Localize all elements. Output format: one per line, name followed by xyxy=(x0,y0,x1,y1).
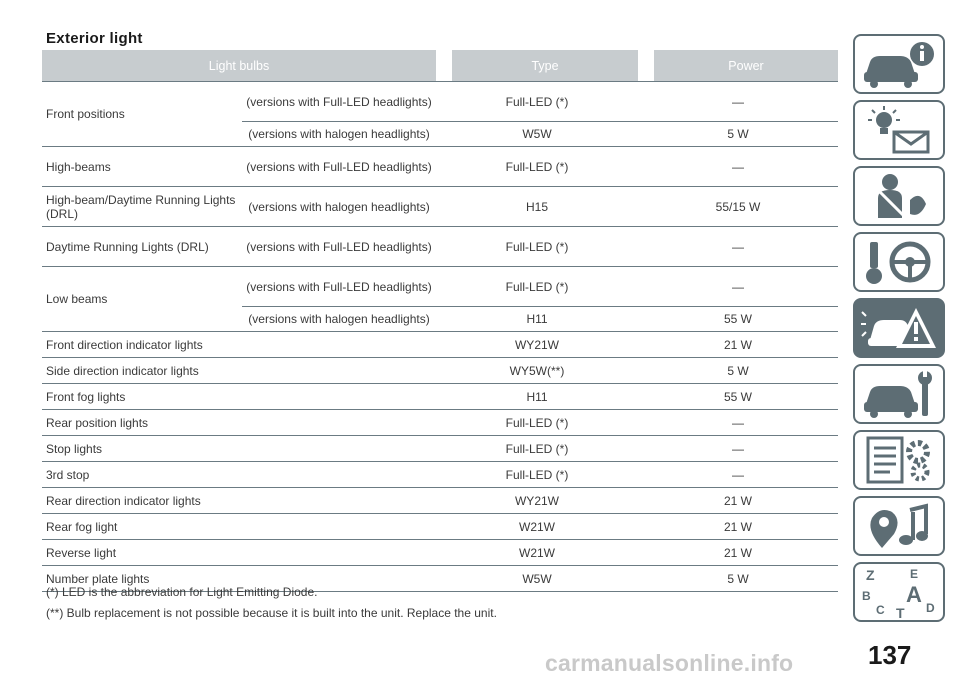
row-type: Full-LED (*) xyxy=(505,239,569,254)
page-number: 137 xyxy=(868,640,912,670)
row-type: W5W xyxy=(522,571,552,586)
row-power: — xyxy=(732,467,744,482)
svg-text:D: D xyxy=(926,601,935,615)
row-power: 21 W xyxy=(723,337,752,352)
svg-text:B: B xyxy=(862,589,871,603)
row-power: 55/15 W xyxy=(715,199,761,214)
row-type: Full-LED (*) xyxy=(505,441,569,456)
svg-text:C: C xyxy=(876,603,885,617)
row-type: Full-LED (*) xyxy=(505,467,569,482)
row-label: Rear position lights xyxy=(46,415,149,430)
simple-rows xyxy=(42,332,838,592)
row-label: 3rd stop xyxy=(46,467,90,482)
row-label: Rear fog light xyxy=(46,519,118,534)
warning-lights-icon xyxy=(860,104,938,156)
row-label: Reverse light xyxy=(46,545,117,560)
row-version xyxy=(242,514,436,539)
table-row xyxy=(42,514,838,540)
technical-data-icon xyxy=(860,434,938,486)
row-version: (versions with Full-LED headlights) xyxy=(246,94,432,109)
chapter-tab-technical-data[interactable] xyxy=(853,430,945,490)
table-row xyxy=(42,436,838,462)
row-label: Front positions xyxy=(46,107,125,121)
chapter-tab-index[interactable] xyxy=(853,562,945,622)
key-steering-wheel-icon xyxy=(860,236,938,288)
section-title: Exterior light xyxy=(46,30,143,47)
row-version: (versions with Full-LED headlights) xyxy=(246,239,432,254)
row-type: H11 xyxy=(526,389,548,404)
header-type: Type xyxy=(452,50,638,81)
row-type: W5W xyxy=(522,127,552,141)
row-type: Full-LED (*) xyxy=(505,279,569,294)
chapter-sidebar xyxy=(853,34,945,628)
row-version: (versions with halogen headlights) xyxy=(248,199,430,214)
header-power: Power xyxy=(654,50,838,81)
chapter-tab-knowing-car[interactable] xyxy=(853,34,945,94)
row-version xyxy=(242,462,436,487)
row-power: 21 W xyxy=(723,519,752,534)
car-maintenance-icon xyxy=(860,368,938,420)
table-row xyxy=(42,384,838,410)
row-type: Full-LED (*) xyxy=(505,415,569,430)
row-power: 21 W xyxy=(723,493,752,508)
footnote-led: (*) LED is the abbreviation for Light Emitting Diode. xyxy=(46,585,318,599)
row-power: — xyxy=(732,441,744,456)
row-power: — xyxy=(732,279,744,294)
row-type: Full-LED (*) xyxy=(505,159,569,174)
row-power: — xyxy=(732,239,744,254)
table-row xyxy=(42,540,838,566)
table-row xyxy=(42,332,838,358)
row-version xyxy=(242,436,436,461)
table-row-low-beams xyxy=(42,267,838,332)
row-type: H15 xyxy=(525,199,548,214)
row-label: Front fog lights xyxy=(46,389,126,404)
row-label: Side direction indicator lights xyxy=(46,363,199,378)
chapter-tab-servicing[interactable] xyxy=(853,364,945,424)
row-version xyxy=(242,540,436,565)
row-label: Daytime Running Lights (DRL) xyxy=(46,239,209,254)
svg-text:A: A xyxy=(906,582,922,607)
svg-text:Z: Z xyxy=(866,567,875,583)
footnotes xyxy=(46,582,497,624)
car-emergency-icon xyxy=(860,302,938,354)
row-version: (versions with Full-LED headlights) xyxy=(246,279,432,294)
row-version: (versions with halogen headlights) xyxy=(248,312,430,326)
row-version: (versions with Full-LED headlights) xyxy=(246,159,432,174)
seatbelt-airbag-icon xyxy=(860,170,938,222)
row-version: (versions with halogen headlights) xyxy=(248,127,430,141)
chapter-tab-instrument-panel[interactable] xyxy=(853,100,945,160)
row-power: — xyxy=(732,159,744,174)
row-label: High-beam/Daytime Running Lights (DRL) xyxy=(46,192,236,221)
table-row xyxy=(42,358,838,384)
row-power: 55 W xyxy=(723,312,752,326)
table-row xyxy=(42,462,838,488)
table-row-front-positions xyxy=(42,82,838,147)
car-info-icon xyxy=(860,38,938,90)
row-power: 5 W xyxy=(727,571,749,586)
svg-text:T: T xyxy=(896,605,905,618)
row-power: — xyxy=(732,94,744,109)
row-version xyxy=(242,358,436,383)
row-version xyxy=(242,488,436,513)
watermark: carmanualsonline.info xyxy=(545,650,794,676)
row-label: Low beams xyxy=(46,292,108,306)
row-power: 55 W xyxy=(723,389,752,404)
row-power: 21 W xyxy=(723,545,752,560)
chapter-tab-in-emergency[interactable] xyxy=(853,298,945,358)
row-type: H11 xyxy=(526,312,548,326)
table-row xyxy=(42,488,838,514)
row-version xyxy=(242,384,436,409)
chapter-tab-starting-driving[interactable] xyxy=(853,232,945,292)
row-power: 5 W xyxy=(727,363,749,378)
table-row-drl xyxy=(42,227,838,267)
table-header xyxy=(42,50,838,82)
row-type: W21W xyxy=(519,519,555,534)
bulb-table xyxy=(42,50,838,592)
alphabetical-index-icon xyxy=(860,566,938,618)
row-power: 5 W xyxy=(727,127,749,141)
row-label: Front direction indicator lights xyxy=(46,337,203,352)
row-type: WY21W xyxy=(514,493,559,508)
table-row xyxy=(42,410,838,436)
row-type: WY21W xyxy=(514,337,559,352)
row-power: — xyxy=(732,415,744,430)
row-type: W21W xyxy=(519,545,555,560)
table-row-high-beams xyxy=(42,147,838,187)
multimedia-icon xyxy=(860,500,938,552)
chapter-tab-multimedia[interactable] xyxy=(853,496,945,556)
row-version xyxy=(242,410,436,435)
row-version xyxy=(242,332,436,357)
row-label: Stop lights xyxy=(46,441,103,456)
footnote-bulb-replacement: (**) Bulb replacement is not possible because it is built into the unit. Replace the unit. xyxy=(46,606,497,620)
row-label: Rear direction indicator lights xyxy=(46,493,201,508)
chapter-tab-safety[interactable] xyxy=(853,166,945,226)
table-row-high-beam-drl xyxy=(42,187,838,227)
row-label: Number plate lights xyxy=(46,571,150,586)
row-label: High-beams xyxy=(46,159,111,174)
row-type: WY5W(**) xyxy=(509,363,565,378)
svg-text:E: E xyxy=(910,567,919,581)
row-type: Full-LED (*) xyxy=(505,94,569,109)
header-light-bulbs: Light bulbs xyxy=(42,50,436,81)
